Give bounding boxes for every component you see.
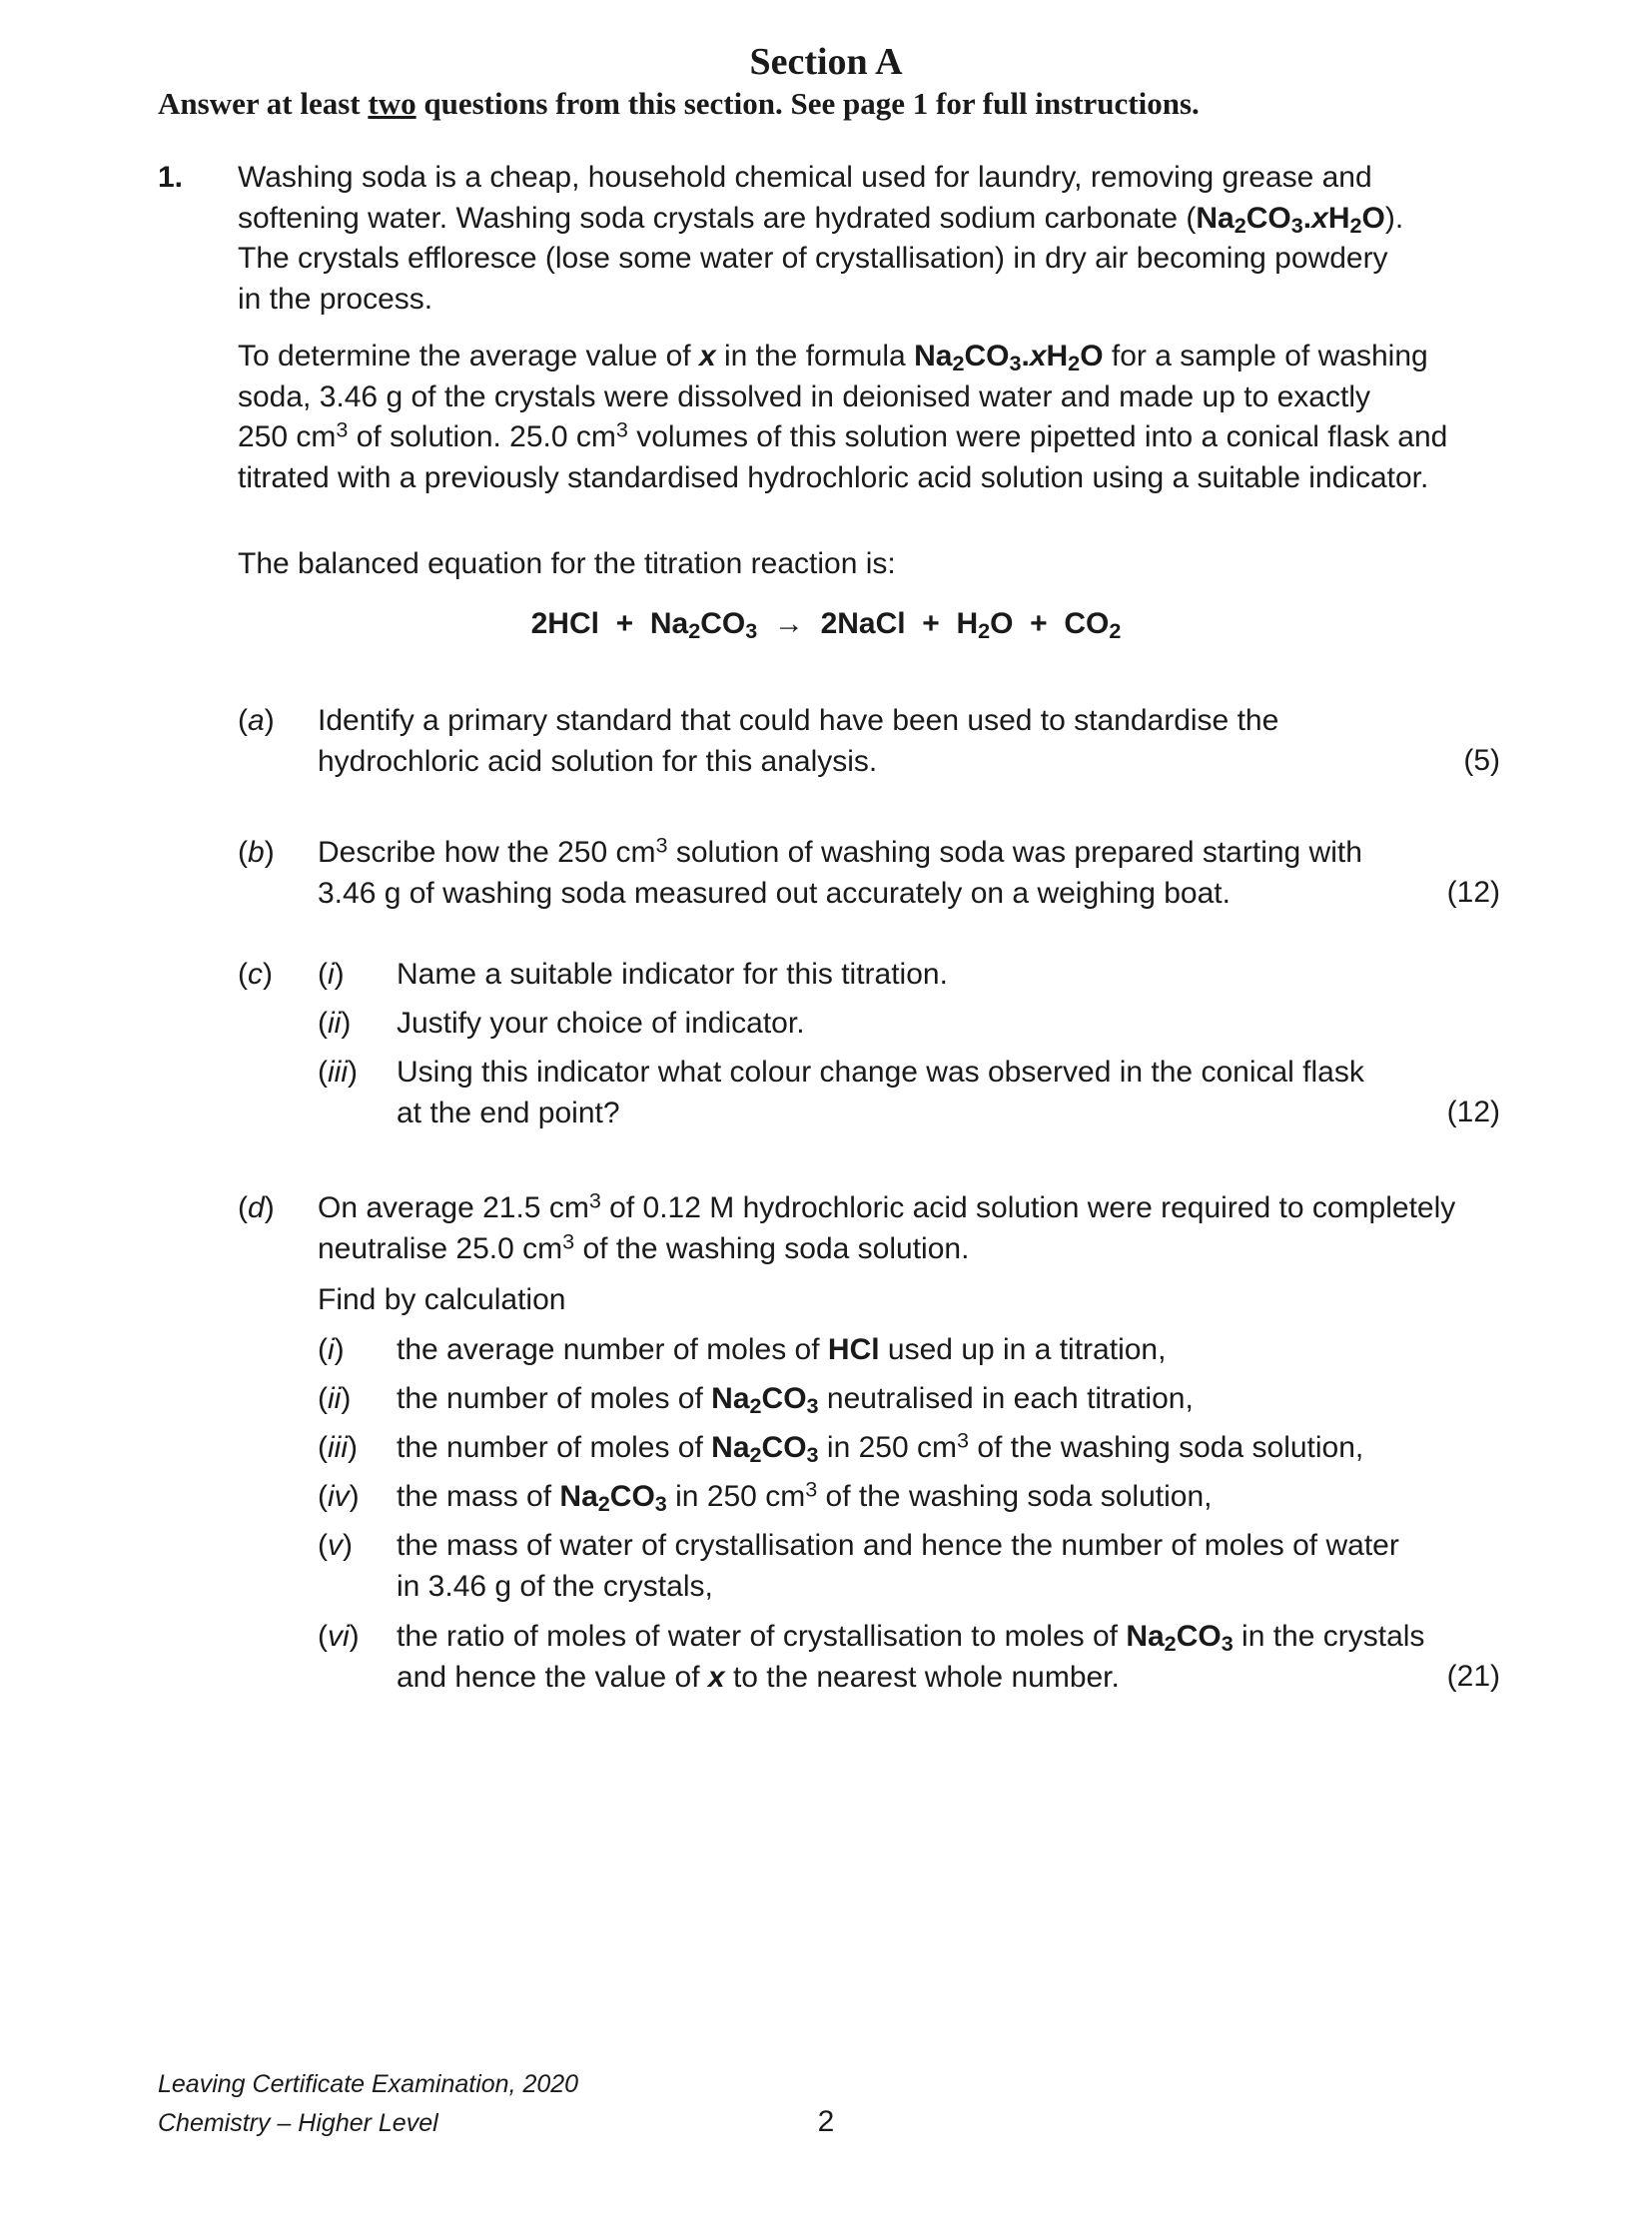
- part-d-find-text: Find by calculation: [318, 1283, 566, 1316]
- part-d-iv-label: (iv): [318, 1480, 360, 1513]
- balanced-equation: $2HCl + Na_2CO_3$ → 2NaCl + $H_2O + CO_2$: [530, 607, 1122, 643]
- method-line: soda, 3.46 g of the crystals were dissolved in deionised water and made up to exactly: [238, 379, 1370, 413]
- part-d-text: [318, 1188, 1455, 1269]
- intro-paragraph: [238, 158, 1403, 320]
- part-d-label: (d): [238, 1191, 275, 1224]
- page-number: 2: [817, 2105, 835, 2138]
- instruction-pre: Answer at least: [158, 86, 369, 121]
- intro-line: softening water. Washing soda crystals are hydrated sodium carbonate $(Na_2CO_3.xH_2O)$.: [238, 201, 1404, 238]
- part-b-label: (b): [238, 836, 275, 869]
- part-c-marks: (12): [1446, 1096, 1500, 1128]
- part-b-line: 3.46 g of washing soda measured out accurately on a weighing boat.: [318, 876, 1231, 910]
- part-a-line: hydrochloric acid solution for this analysis.: [318, 744, 878, 778]
- footer-exam-title: Leaving Certificate Examination, 2020: [158, 2070, 579, 2098]
- part-d-v-label: (v): [318, 1529, 353, 1562]
- part-d-i-text: the average number of moles of HCl used up in a titration,: [397, 1333, 1167, 1366]
- method-line: titrated with a previously standardised hydrochloric acid solution using a suitable indicator.: [238, 460, 1429, 494]
- part-d-vi-text: [397, 1617, 1424, 1698]
- intro-line: in the process.: [238, 282, 433, 316]
- equation-intro: The balanced equation for the titration reaction is:: [238, 547, 896, 580]
- part-d-vi-line: the ratio of moles of water of crystallisation to moles of $Na_2CO_3$ in the crystals: [397, 1620, 1425, 1656]
- instruction-underlined: two: [368, 86, 416, 121]
- intro-line: The crystals effloresce (lose some water of crystallisation) in dry air becoming powdery: [238, 242, 1388, 275]
- part-d-v-text: [397, 1526, 1399, 1607]
- part-d-marks: (21): [1446, 1660, 1500, 1693]
- part-b-marks: (12): [1446, 876, 1500, 909]
- part-c-i-text: Name a suitable indicator for this titration.: [397, 958, 948, 991]
- part-c-i-label: (i): [318, 958, 345, 991]
- part-c-iii-line: Using this indicator what colour change was observed in the conical flask: [397, 1056, 1364, 1089]
- part-b-line: Describe how the 250 $cm^3$ solution of washing soda was prepared starting with: [318, 832, 1362, 869]
- part-d-vi-line: and hence the value of x to the nearest whole number.: [397, 1660, 1120, 1694]
- section-instruction: [158, 84, 1200, 124]
- part-c-iii-text: [397, 1053, 1364, 1133]
- method-line: 250 $cm^3$ of solution. 25.0 $cm^3$ volumes of this solution were pipetted into a conical flask and: [238, 416, 1448, 453]
- intro-line: Washing soda is a cheap, household chemical used for laundry, removing grease and: [238, 161, 1372, 194]
- part-c-ii-label: (ii): [318, 1007, 352, 1040]
- part-d-iv-text: the mass of $Na_2CO_3$ in 250 $cm^3$ of the washing soda solution,: [397, 1476, 1213, 1516]
- part-c-ii-text: Justify your choice of indicator.: [397, 1007, 805, 1040]
- part-c-iii-label: (iii): [318, 1056, 358, 1089]
- part-d-i-label: (i): [318, 1333, 345, 1366]
- part-a-line: Identify a primary standard that could have been used to standardise the: [318, 704, 1279, 737]
- part-b-text: [318, 833, 1362, 914]
- part-d-ii-label: (ii): [318, 1382, 352, 1415]
- part-c-iii-line: at the end point?: [397, 1096, 620, 1129]
- part-d-line: neutralise 25.0 $cm^3$ of the washing soda solution.: [318, 1227, 970, 1265]
- part-c-label: (c): [238, 958, 273, 991]
- part-d-iii-label: (iii): [318, 1431, 358, 1464]
- footer-subject: Chemistry – Higher Level: [158, 2109, 438, 2137]
- part-d-v-line: in 3.46 g of the crystals,: [397, 1569, 713, 1603]
- part-a-label: (a): [238, 704, 275, 737]
- section-title: Section A: [749, 41, 903, 83]
- part-d-vi-label: (vi): [318, 1620, 360, 1653]
- part-d-iii-text: the number of moles of $Na_2CO_3$ in 250 $cm^3$ of the washing soda solution,: [397, 1427, 1364, 1467]
- method-line: To determine the average value of x in the formula $Na_2CO_3.xH_2O$ for a sample of washing: [238, 340, 1428, 375]
- method-paragraph: [238, 337, 1447, 498]
- part-d-line: On average 21.5 $cm^3$ of 0.12 M hydrochloric acid solution were required to completely: [318, 1187, 1456, 1224]
- instruction-post: questions from this section. See page 1 for full instructions.: [415, 86, 1200, 121]
- part-d-ii-text: the number of moles of $Na_2CO_3$ neutralised in each titration,: [397, 1382, 1194, 1418]
- part-d-v-line: the mass of water of crystallisation and hence the number of moles of water: [397, 1529, 1399, 1562]
- part-a-marks: (5): [1463, 744, 1500, 777]
- part-a-text: [318, 701, 1278, 782]
- question-number: 1.: [158, 161, 184, 194]
